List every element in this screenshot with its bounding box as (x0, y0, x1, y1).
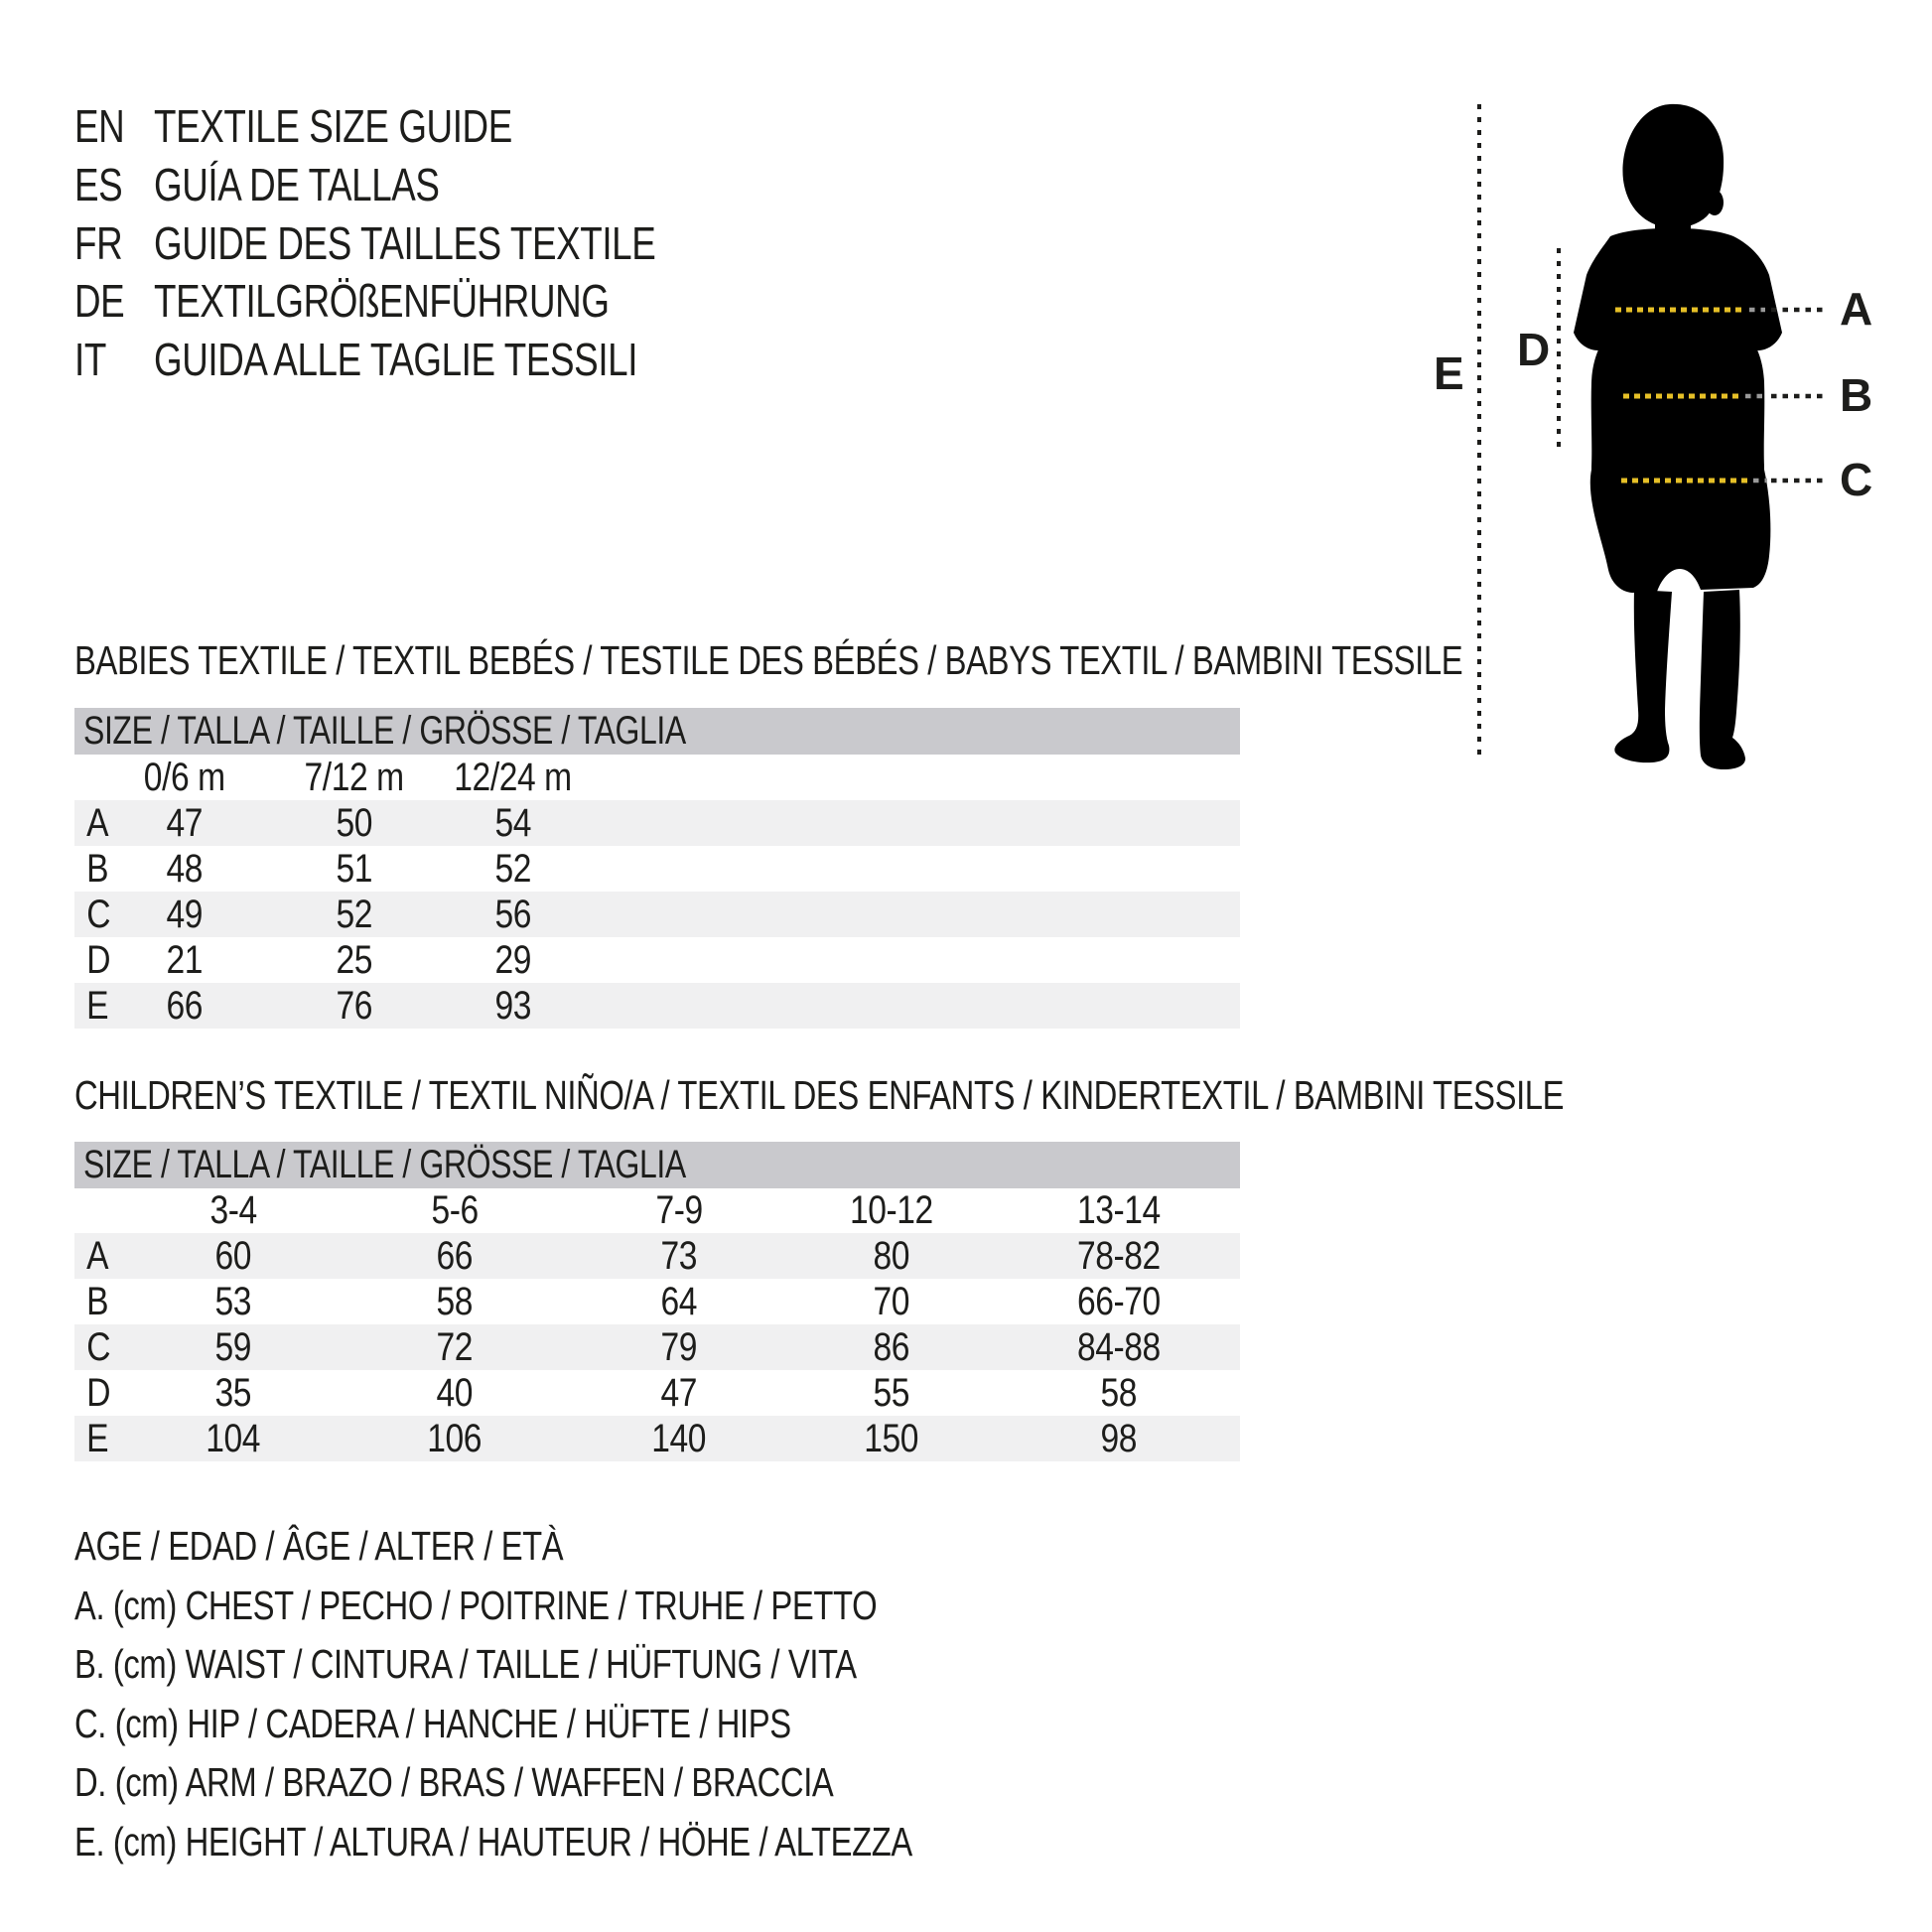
legend-line: A. (cm) CHEST / PECHO / POITRINE / TRUHE / PETTO (74, 1583, 878, 1628)
column-header: 12/24 m (454, 755, 573, 799)
cell-value: 60 (214, 1233, 252, 1278)
silhouette-shirt (1574, 228, 1782, 482)
cell-value: 52 (494, 846, 532, 891)
legend-line: E. (cm) HEIGHT / ALTURA / HAUTEUR / HÖHE / ALTEZZA (74, 1819, 912, 1864)
cell-value: 72 (436, 1324, 474, 1369)
language-code: EN (74, 100, 125, 152)
language-code: IT (74, 334, 106, 385)
column-header: 5-6 (431, 1187, 479, 1232)
table-row (74, 1233, 1240, 1279)
cell-value: 55 (873, 1370, 910, 1415)
children-size-header-bar: SIZE / TALLA / TAILLE / GRÖSSE / TAGLIA (74, 1142, 1240, 1188)
language-label: TEXTILGRÖßENFÜHRUNG (154, 275, 610, 327)
legend-line: AGE / EDAD / ÂGE / ALTER / ETÀ (74, 1523, 564, 1569)
children-section-heading: CHILDREN’S TEXTILE / TEXTIL NIÑO/A / TEXTIL DES ENFANTS / KINDERTEXTIL / BAMBINI TESSILE (74, 1072, 1565, 1118)
cell-value: 21 (166, 937, 204, 982)
cell-value: 47 (660, 1370, 698, 1415)
table-header-row (74, 1187, 1240, 1233)
silhouette-shorts (1590, 470, 1771, 593)
cell-value: 98 (1100, 1416, 1138, 1460)
cell-value: 59 (214, 1324, 252, 1369)
table-row (74, 1324, 1240, 1370)
language-code: DE (74, 275, 125, 327)
cell-value: 86 (873, 1324, 910, 1369)
cell-value: 106 (427, 1416, 483, 1460)
language-label: GUIDE DES TAILLES TEXTILE (154, 217, 656, 269)
cell-value: 58 (1100, 1370, 1138, 1415)
table-header-row (74, 755, 1240, 800)
language-label: GUIDA ALLE TAGLIE TESSILI (154, 334, 638, 385)
column-header: 10-12 (850, 1187, 933, 1232)
cell-value: 66-70 (1077, 1279, 1161, 1323)
measure-label-e: E (1434, 347, 1464, 399)
cell-value: 64 (660, 1279, 698, 1323)
row-label: B (86, 846, 109, 891)
column-header: 13-14 (1077, 1187, 1161, 1232)
column-header: 7/12 m (304, 755, 405, 799)
cell-value: 70 (873, 1279, 910, 1323)
table-row (74, 892, 1240, 937)
cell-value: 80 (873, 1233, 910, 1278)
cell-value: 140 (651, 1416, 707, 1460)
column-header: 7-9 (655, 1187, 703, 1232)
row-label: A (86, 1233, 109, 1278)
cell-value: 66 (166, 983, 204, 1028)
table-row (74, 1279, 1240, 1324)
table-row (74, 1370, 1240, 1416)
cell-value: 49 (166, 892, 204, 936)
row-label: E (86, 1416, 109, 1460)
row-label: E (86, 983, 109, 1028)
cell-value: 79 (660, 1324, 698, 1369)
cell-value: 51 (336, 846, 373, 891)
measure-label-b: B (1840, 369, 1873, 421)
cell-value: 150 (864, 1416, 919, 1460)
cell-value: 54 (494, 800, 532, 845)
table-row (74, 983, 1240, 1029)
cell-value: 58 (436, 1279, 474, 1323)
cell-value: 40 (436, 1370, 474, 1415)
cell-value: 76 (336, 983, 373, 1028)
table-row (74, 937, 1240, 983)
babies-section-heading: BABIES TEXTILE / TEXTIL BEBÉS / TESTILE DES BÉBÉS / BABYS TEXTIL / BAMBINI TESSILE (74, 637, 1463, 683)
row-label: B (86, 1279, 109, 1323)
cell-value: 93 (494, 983, 532, 1028)
cell-value: 29 (494, 937, 532, 982)
cell-value: 78-82 (1077, 1233, 1161, 1278)
table-row (74, 800, 1240, 846)
legend-line: B. (cm) WAIST / CINTURA / TAILLE / HÜFTUNG / VITA (74, 1641, 857, 1687)
row-label: C (86, 1324, 111, 1369)
row-label: D (86, 1370, 111, 1415)
column-header: 3-4 (209, 1187, 257, 1232)
row-label: C (86, 892, 111, 936)
table-row (74, 846, 1240, 892)
legend-line: C. (cm) HIP / CADERA / HANCHE / HÜFTE / HIPS (74, 1701, 791, 1746)
column-header: 0/6 m (144, 755, 225, 799)
cell-value: 48 (166, 846, 204, 891)
cell-value: 56 (494, 892, 532, 936)
row-label: D (86, 937, 111, 982)
language-code: FR (74, 217, 123, 269)
cell-value: 53 (214, 1279, 252, 1323)
measure-label-a: A (1840, 283, 1873, 335)
cell-value: 47 (166, 800, 204, 845)
cell-value: 25 (336, 937, 373, 982)
cell-value: 73 (660, 1233, 698, 1278)
language-code: ES (74, 159, 123, 210)
cell-value: 66 (436, 1233, 474, 1278)
cell-value: 84-88 (1077, 1324, 1161, 1369)
language-label: TEXTILE SIZE GUIDE (154, 100, 512, 152)
measure-label-d: D (1517, 324, 1551, 375)
cell-value: 35 (214, 1370, 252, 1415)
babies-size-header-bar: SIZE / TALLA / TAILLE / GRÖSSE / TAGLIA (74, 708, 1240, 755)
legend-line: D. (cm) ARM / BRAZO / BRAS / WAFFEN / BRACCIA (74, 1759, 834, 1805)
cell-value: 52 (336, 892, 373, 936)
language-label: GUÍA DE TALLAS (154, 159, 440, 210)
cell-value: 50 (336, 800, 373, 845)
row-label: A (86, 800, 109, 845)
cell-value: 104 (206, 1416, 261, 1460)
measure-label-c: C (1840, 454, 1873, 505)
table-row (74, 1416, 1240, 1461)
